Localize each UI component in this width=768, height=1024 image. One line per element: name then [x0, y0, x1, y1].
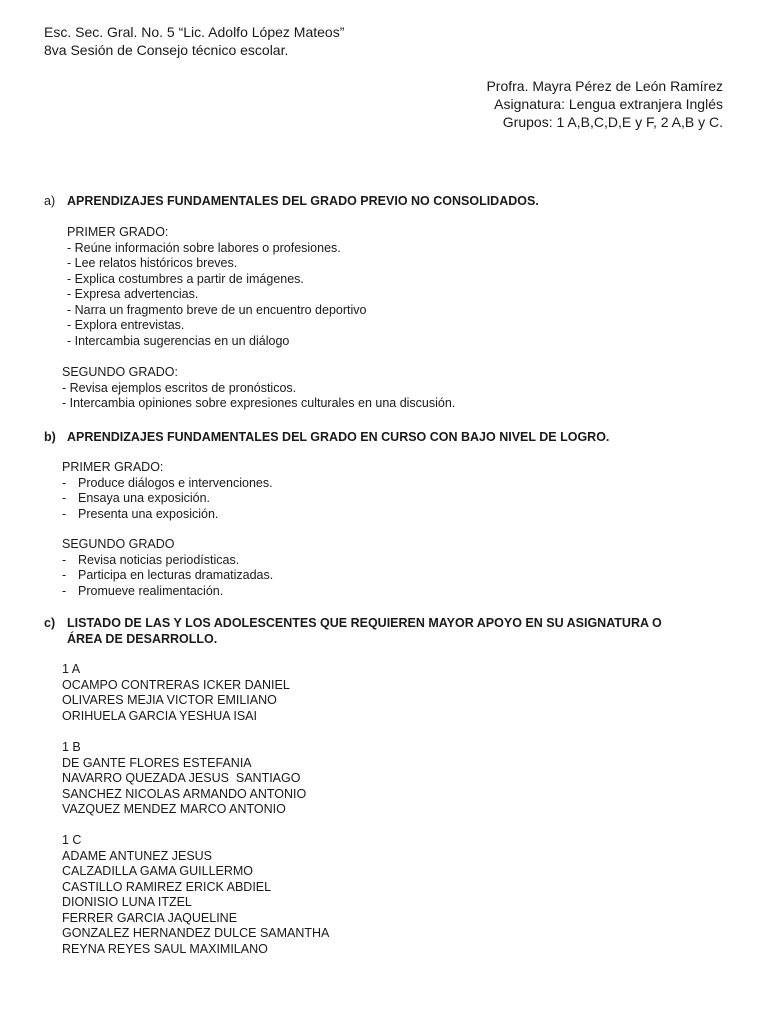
student-name: VAZQUEZ MENDEZ MARCO ANTONIO: [62, 802, 286, 816]
section-a-segundo-block: [62, 365, 455, 412]
list-item: - Presenta una exposición.: [62, 506, 219, 521]
section-a-primer-heading: PRIMER GRADO:: [67, 225, 169, 239]
school-name: Esc. Sec. Gral. No. 5 “Lic. Adolfo López Mateos”: [44, 24, 345, 40]
list-item: - Reúne información sobre labores o profesiones.: [67, 240, 341, 255]
groups-line: Grupos: 1 A,B,C,D,E y F, 2 A,B y C.: [502, 114, 723, 130]
section-b-title: [44, 429, 609, 445]
section-b-title-text: APRENDIZAJES FUNDAMENTALES DEL GRADO EN CURSO CON BAJO NIVEL DE LOGRO.: [67, 430, 610, 444]
section-a-title: [44, 193, 539, 209]
section-b-segundo-block: [62, 537, 273, 599]
group-1a: [62, 662, 290, 724]
subject-line: Asignatura: Lengua extranjera Inglés: [494, 96, 723, 112]
student-name: DIONISIO LUNA ITZEL: [62, 895, 192, 909]
student-name: GONZALEZ HERNANDEZ DULCE SAMANTHA: [62, 926, 330, 940]
student-name: DE GANTE FLORES ESTEFANIA: [62, 755, 252, 770]
section-c-title-text: LISTADO DE LAS Y LOS ADOLESCENTES QUE REQUIEREN MAYOR APOYO EN SU ASIGNATURA O: [67, 616, 662, 630]
student-name: FERRER GARCIA JAQUELINE: [62, 910, 238, 925]
list-item: - Promueve realimentación.: [62, 583, 224, 598]
list-item: - Explora entrevistas.: [67, 318, 185, 332]
list-item: - Revisa noticias periodísticas.: [62, 552, 240, 567]
list-item: - Intercambia opiniones sobre expresiones culturales en una discusión.: [62, 396, 456, 410]
student-name: OLIVARES MEJIA VICTOR EMILIANO: [62, 693, 277, 707]
list-item: - Ensaya una exposición.: [62, 491, 211, 505]
group-1b: [62, 740, 306, 818]
list-item: - Narra un fragmento breve de un encuentro deportivo: [67, 302, 367, 317]
student-name: CALZADILLA GAMA GUILLERMO: [62, 864, 254, 878]
section-a-primer-block: [67, 225, 366, 349]
list-item: - Revisa ejemplos escritos de pronósticos.: [62, 380, 297, 395]
section-b-primer-heading: PRIMER GRADO:: [62, 460, 164, 474]
session-title: 8va Sesión de Consejo técnico escolar.: [44, 42, 289, 58]
group-label: 1 A: [62, 662, 81, 676]
section-a-title-text: APRENDIZAJES FUNDAMENTALES DEL GRADO PREVIO NO CONSOLIDADOS.: [67, 194, 539, 208]
teacher-info: [486, 77, 723, 131]
group-label: 1 B: [62, 740, 81, 754]
list-item: - Expresa advertencias.: [67, 287, 199, 301]
section-c-marker: c): [44, 616, 56, 630]
student-name: REYNA REYES SAUL MAXIMILANO: [62, 941, 268, 956]
student-name: ADAME ANTUNEZ JESUS: [62, 848, 213, 863]
section-a-segundo-heading: SEGUNDO GRADO:: [62, 365, 178, 379]
section-a-marker: a): [44, 194, 56, 208]
group-1c: [62, 833, 329, 957]
student-name: OCAMPO CONTRERAS ICKER DANIEL: [62, 677, 290, 692]
group-label: 1 C: [62, 833, 82, 847]
section-b-primer-block: [62, 460, 273, 522]
section-c-title-text-2: ÁREA DE DESARROLLO.: [67, 632, 218, 646]
student-name: NAVARRO QUEZADA JESUS SANTIAGO: [62, 771, 301, 785]
list-item: - Participa en lecturas dramatizadas.: [62, 568, 274, 582]
list-item: - Intercambia sugerencias en un diálogo: [67, 333, 290, 348]
list-item: - Lee relatos históricos breves.: [67, 256, 238, 270]
section-c-title: [44, 615, 662, 647]
list-item: - Produce diálogos e intervenciones.: [62, 475, 273, 490]
list-item: - Explica costumbres a partir de imágenes.: [67, 271, 304, 286]
teacher-name: Profra. Mayra Pérez de León Ramírez: [486, 78, 723, 94]
student-name: SANCHEZ NICOLAS ARMANDO ANTONIO: [62, 786, 307, 801]
student-name: ORIHUELA GARCIA YESHUA ISAI: [62, 708, 257, 723]
section-b-segundo-heading: SEGUNDO GRADO: [62, 537, 175, 551]
student-name: CASTILLO RAMIREZ ERICK ABDIEL: [62, 879, 272, 894]
section-b-marker: b): [44, 430, 56, 444]
school-header: [44, 23, 344, 59]
